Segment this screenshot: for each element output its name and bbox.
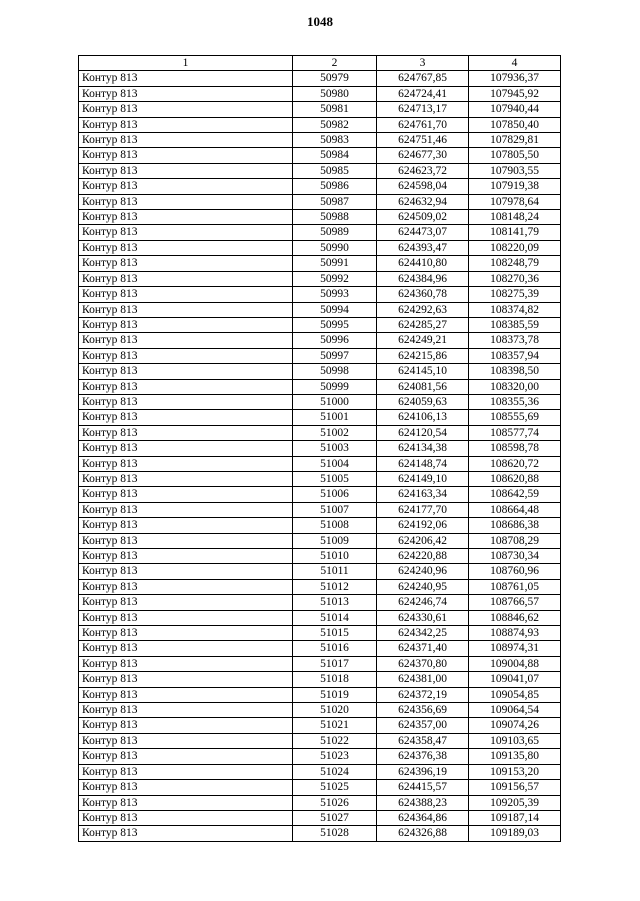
contour-name-cell: Контур 813 <box>79 564 293 579</box>
x-coordinate-cell: 624767,85 <box>377 71 469 86</box>
table-row <box>79 672 561 687</box>
x-coordinate-cell: 624326,88 <box>377 826 469 841</box>
table-row <box>79 656 561 671</box>
x-coordinate-cell: 624240,95 <box>377 579 469 594</box>
x-coordinate-cell: 624240,96 <box>377 564 469 579</box>
y-coordinate-cell: 107829,81 <box>469 133 561 148</box>
y-coordinate-cell: 108642,59 <box>469 487 561 502</box>
x-coordinate-cell: 624292,63 <box>377 302 469 317</box>
y-coordinate-cell: 108766,57 <box>469 595 561 610</box>
contour-name-cell: Контур 813 <box>79 425 293 440</box>
table-row <box>79 256 561 271</box>
x-coordinate-cell: 624370,80 <box>377 656 469 671</box>
point-number-cell: 51010 <box>293 549 377 564</box>
point-number-cell: 51027 <box>293 810 377 825</box>
y-coordinate-cell: 109135,80 <box>469 749 561 764</box>
y-coordinate-cell: 108355,36 <box>469 394 561 409</box>
point-number-cell: 50979 <box>293 71 377 86</box>
y-coordinate-cell: 107805,50 <box>469 148 561 163</box>
contour-name-cell: Контур 813 <box>79 394 293 409</box>
column-header-4: 4 <box>469 56 561 71</box>
table-row <box>79 86 561 101</box>
point-number-cell: 51014 <box>293 610 377 625</box>
x-coordinate-cell: 624632,94 <box>377 194 469 209</box>
x-coordinate-cell: 624285,27 <box>377 317 469 332</box>
table-row <box>79 163 561 178</box>
y-coordinate-cell: 109064,54 <box>469 703 561 718</box>
x-coordinate-cell: 624059,63 <box>377 394 469 409</box>
y-coordinate-cell: 107945,92 <box>469 86 561 101</box>
header-row <box>79 56 561 71</box>
table-row <box>79 703 561 718</box>
y-coordinate-cell: 109189,03 <box>469 826 561 841</box>
y-coordinate-cell: 108974,31 <box>469 641 561 656</box>
table-row <box>79 471 561 486</box>
contour-name-cell: Контур 813 <box>79 179 293 194</box>
coordinates-table <box>78 55 561 842</box>
x-coordinate-cell: 624623,72 <box>377 163 469 178</box>
contour-name-cell: Контур 813 <box>79 610 293 625</box>
table-row <box>79 780 561 795</box>
y-coordinate-cell: 108270,36 <box>469 271 561 286</box>
table-row <box>79 595 561 610</box>
x-coordinate-cell: 624473,07 <box>377 225 469 240</box>
point-number-cell: 51019 <box>293 687 377 702</box>
table-row <box>79 425 561 440</box>
table-row <box>79 579 561 594</box>
table-header <box>79 56 561 71</box>
x-coordinate-cell: 624145,10 <box>377 364 469 379</box>
point-number-cell: 51024 <box>293 764 377 779</box>
y-coordinate-cell: 108555,69 <box>469 410 561 425</box>
contour-name-cell: Контур 813 <box>79 502 293 517</box>
y-coordinate-cell: 107940,44 <box>469 102 561 117</box>
point-number-cell: 51017 <box>293 656 377 671</box>
table-row <box>79 795 561 810</box>
table-body <box>79 71 561 841</box>
contour-name-cell: Контур 813 <box>79 718 293 733</box>
x-coordinate-cell: 624761,70 <box>377 117 469 132</box>
x-coordinate-cell: 624393,47 <box>377 240 469 255</box>
column-header-1: 1 <box>79 56 293 71</box>
contour-name-cell: Контур 813 <box>79 410 293 425</box>
x-coordinate-cell: 624342,25 <box>377 626 469 641</box>
contour-name-cell: Контур 813 <box>79 533 293 548</box>
table-row <box>79 302 561 317</box>
table-row <box>79 641 561 656</box>
point-number-cell: 51005 <box>293 471 377 486</box>
contour-name-cell: Контур 813 <box>79 348 293 363</box>
x-coordinate-cell: 624376,38 <box>377 749 469 764</box>
y-coordinate-cell: 109074,26 <box>469 718 561 733</box>
point-number-cell: 51002 <box>293 425 377 440</box>
x-coordinate-cell: 624177,70 <box>377 502 469 517</box>
contour-name-cell: Контур 813 <box>79 795 293 810</box>
table-row <box>79 718 561 733</box>
point-number-cell: 51025 <box>293 780 377 795</box>
point-number-cell: 50999 <box>293 379 377 394</box>
page-number: 1048 <box>307 14 333 29</box>
x-coordinate-cell: 624357,00 <box>377 718 469 733</box>
contour-name-cell: Контур 813 <box>79 117 293 132</box>
contour-name-cell: Контур 813 <box>79 133 293 148</box>
y-coordinate-cell: 108357,94 <box>469 348 561 363</box>
point-number-cell: 50984 <box>293 148 377 163</box>
table-row <box>79 733 561 748</box>
x-coordinate-cell: 624163,34 <box>377 487 469 502</box>
y-coordinate-cell: 108374,82 <box>469 302 561 317</box>
table-row <box>79 549 561 564</box>
contour-name-cell: Контур 813 <box>79 549 293 564</box>
point-number-cell: 51012 <box>293 579 377 594</box>
contour-name-cell: Контур 813 <box>79 626 293 641</box>
point-number-cell: 51001 <box>293 410 377 425</box>
x-coordinate-cell: 624713,17 <box>377 102 469 117</box>
contour-name-cell: Контур 813 <box>79 471 293 486</box>
point-number-cell: 50994 <box>293 302 377 317</box>
point-number-cell: 50980 <box>293 86 377 101</box>
point-number-cell: 50993 <box>293 287 377 302</box>
y-coordinate-cell: 109156,57 <box>469 780 561 795</box>
table-row <box>79 225 561 240</box>
table-row <box>79 133 561 148</box>
contour-name-cell: Контур 813 <box>79 225 293 240</box>
y-coordinate-cell: 107919,38 <box>469 179 561 194</box>
x-coordinate-cell: 624384,96 <box>377 271 469 286</box>
table-row <box>79 102 561 117</box>
y-coordinate-cell: 107903,55 <box>469 163 561 178</box>
y-coordinate-cell: 108373,78 <box>469 333 561 348</box>
point-number-cell: 50998 <box>293 364 377 379</box>
contour-name-cell: Контур 813 <box>79 656 293 671</box>
contour-name-cell: Контур 813 <box>79 780 293 795</box>
table-row <box>79 826 561 841</box>
y-coordinate-cell: 107850,40 <box>469 117 561 132</box>
point-number-cell: 51021 <box>293 718 377 733</box>
contour-name-cell: Контур 813 <box>79 518 293 533</box>
point-number-cell: 51004 <box>293 456 377 471</box>
x-coordinate-cell: 624192,06 <box>377 518 469 533</box>
point-number-cell: 50995 <box>293 317 377 332</box>
y-coordinate-cell: 108730,34 <box>469 549 561 564</box>
table-row <box>79 240 561 255</box>
point-number-cell: 51003 <box>293 441 377 456</box>
table-row <box>79 410 561 425</box>
table-row <box>79 456 561 471</box>
x-coordinate-cell: 624388,23 <box>377 795 469 810</box>
y-coordinate-cell: 108874,93 <box>469 626 561 641</box>
point-number-cell: 50996 <box>293 333 377 348</box>
point-number-cell: 50990 <box>293 240 377 255</box>
point-number-cell: 51008 <box>293 518 377 533</box>
contour-name-cell: Контур 813 <box>79 641 293 656</box>
table-row <box>79 364 561 379</box>
contour-name-cell: Контур 813 <box>79 302 293 317</box>
x-coordinate-cell: 624134,38 <box>377 441 469 456</box>
y-coordinate-cell: 109041,07 <box>469 672 561 687</box>
table-row <box>79 210 561 225</box>
contour-name-cell: Контур 813 <box>79 240 293 255</box>
x-coordinate-cell: 624360,78 <box>377 287 469 302</box>
point-number-cell: 51018 <box>293 672 377 687</box>
y-coordinate-cell: 108686,38 <box>469 518 561 533</box>
point-number-cell: 50988 <box>293 210 377 225</box>
point-number-cell: 51023 <box>293 749 377 764</box>
point-number-cell: 51006 <box>293 487 377 502</box>
y-coordinate-cell: 108598,78 <box>469 441 561 456</box>
x-coordinate-cell: 624206,42 <box>377 533 469 548</box>
contour-name-cell: Контур 813 <box>79 595 293 610</box>
y-coordinate-cell: 108275,39 <box>469 287 561 302</box>
point-number-cell: 50985 <box>293 163 377 178</box>
point-number-cell: 51009 <box>293 533 377 548</box>
y-coordinate-cell: 108761,05 <box>469 579 561 594</box>
contour-name-cell: Контур 813 <box>79 333 293 348</box>
y-coordinate-cell: 108664,48 <box>469 502 561 517</box>
point-number-cell: 50983 <box>293 133 377 148</box>
table-row <box>79 179 561 194</box>
contour-name-cell: Контур 813 <box>79 379 293 394</box>
table-row <box>79 749 561 764</box>
y-coordinate-cell: 108708,29 <box>469 533 561 548</box>
y-coordinate-cell: 109153,20 <box>469 764 561 779</box>
table-row <box>79 379 561 394</box>
x-coordinate-cell: 624356,69 <box>377 703 469 718</box>
x-coordinate-cell: 624372,19 <box>377 687 469 702</box>
contour-name-cell: Контур 813 <box>79 210 293 225</box>
point-number-cell: 51022 <box>293 733 377 748</box>
x-coordinate-cell: 624220,88 <box>377 549 469 564</box>
contour-name-cell: Контур 813 <box>79 256 293 271</box>
contour-name-cell: Контур 813 <box>79 764 293 779</box>
y-coordinate-cell: 108220,09 <box>469 240 561 255</box>
table-row <box>79 810 561 825</box>
point-number-cell: 51028 <box>293 826 377 841</box>
y-coordinate-cell: 108398,50 <box>469 364 561 379</box>
x-coordinate-cell: 624677,30 <box>377 148 469 163</box>
table-row <box>79 487 561 502</box>
y-coordinate-cell: 109187,14 <box>469 810 561 825</box>
y-coordinate-cell: 108141,79 <box>469 225 561 240</box>
table-row <box>79 271 561 286</box>
point-number-cell: 51015 <box>293 626 377 641</box>
x-coordinate-cell: 624396,19 <box>377 764 469 779</box>
y-coordinate-cell: 109205,39 <box>469 795 561 810</box>
y-coordinate-cell: 109004,88 <box>469 656 561 671</box>
y-coordinate-cell: 108385,59 <box>469 317 561 332</box>
table-row <box>79 564 561 579</box>
x-coordinate-cell: 624081,56 <box>377 379 469 394</box>
table-row <box>79 502 561 517</box>
x-coordinate-cell: 624246,74 <box>377 595 469 610</box>
table-row <box>79 533 561 548</box>
x-coordinate-cell: 624410,80 <box>377 256 469 271</box>
contour-name-cell: Контур 813 <box>79 148 293 163</box>
contour-name-cell: Контур 813 <box>79 579 293 594</box>
contour-name-cell: Контур 813 <box>79 71 293 86</box>
y-coordinate-cell: 108620,88 <box>469 471 561 486</box>
table-row <box>79 764 561 779</box>
point-number-cell: 50986 <box>293 179 377 194</box>
point-number-cell: 50982 <box>293 117 377 132</box>
x-coordinate-cell: 624415,57 <box>377 780 469 795</box>
y-coordinate-cell: 108620,72 <box>469 456 561 471</box>
x-coordinate-cell: 624120,54 <box>377 425 469 440</box>
point-number-cell: 50981 <box>293 102 377 117</box>
table-row <box>79 317 561 332</box>
x-coordinate-cell: 624249,21 <box>377 333 469 348</box>
y-coordinate-cell: 108846,62 <box>469 610 561 625</box>
table-row <box>79 348 561 363</box>
table-row <box>79 117 561 132</box>
contour-name-cell: Контур 813 <box>79 163 293 178</box>
x-coordinate-cell: 624330,61 <box>377 610 469 625</box>
y-coordinate-cell: 108148,24 <box>469 210 561 225</box>
contour-name-cell: Контур 813 <box>79 441 293 456</box>
x-coordinate-cell: 624149,10 <box>377 471 469 486</box>
x-coordinate-cell: 624724,41 <box>377 86 469 101</box>
contour-name-cell: Контур 813 <box>79 687 293 702</box>
point-number-cell: 50997 <box>293 348 377 363</box>
table-row <box>79 687 561 702</box>
x-coordinate-cell: 624371,40 <box>377 641 469 656</box>
x-coordinate-cell: 624364,86 <box>377 810 469 825</box>
point-number-cell: 51016 <box>293 641 377 656</box>
point-number-cell: 50989 <box>293 225 377 240</box>
x-coordinate-cell: 624148,74 <box>377 456 469 471</box>
y-coordinate-cell: 109103,65 <box>469 733 561 748</box>
contour-name-cell: Контур 813 <box>79 287 293 302</box>
contour-name-cell: Контур 813 <box>79 317 293 332</box>
point-number-cell: 51007 <box>293 502 377 517</box>
x-coordinate-cell: 624509,02 <box>377 210 469 225</box>
table-row <box>79 333 561 348</box>
column-header-2: 2 <box>293 56 377 71</box>
y-coordinate-cell: 108577,74 <box>469 425 561 440</box>
contour-name-cell: Контур 813 <box>79 102 293 117</box>
point-number-cell: 51026 <box>293 795 377 810</box>
table-row <box>79 626 561 641</box>
x-coordinate-cell: 624751,46 <box>377 133 469 148</box>
x-coordinate-cell: 624358,47 <box>377 733 469 748</box>
table-row <box>79 518 561 533</box>
contour-name-cell: Контур 813 <box>79 86 293 101</box>
y-coordinate-cell: 108248,79 <box>469 256 561 271</box>
y-coordinate-cell: 108760,96 <box>469 564 561 579</box>
contour-name-cell: Контур 813 <box>79 733 293 748</box>
table-row <box>79 610 561 625</box>
contour-name-cell: Контур 813 <box>79 487 293 502</box>
point-number-cell: 51000 <box>293 394 377 409</box>
contour-name-cell: Контур 813 <box>79 194 293 209</box>
contour-name-cell: Контур 813 <box>79 703 293 718</box>
contour-name-cell: Контур 813 <box>79 826 293 841</box>
table-row <box>79 194 561 209</box>
table-row <box>79 287 561 302</box>
point-number-cell: 51013 <box>293 595 377 610</box>
x-coordinate-cell: 624106,13 <box>377 410 469 425</box>
table-row <box>79 394 561 409</box>
point-number-cell: 50991 <box>293 256 377 271</box>
y-coordinate-cell: 107978,64 <box>469 194 561 209</box>
point-number-cell: 51020 <box>293 703 377 718</box>
table-row <box>79 148 561 163</box>
y-coordinate-cell: 108320,00 <box>469 379 561 394</box>
column-header-3: 3 <box>377 56 469 71</box>
contour-name-cell: Контур 813 <box>79 271 293 286</box>
y-coordinate-cell: 107936,37 <box>469 71 561 86</box>
point-number-cell: 50987 <box>293 194 377 209</box>
contour-name-cell: Контур 813 <box>79 364 293 379</box>
x-coordinate-cell: 624215,86 <box>377 348 469 363</box>
contour-name-cell: Контур 813 <box>79 810 293 825</box>
contour-name-cell: Контур 813 <box>79 672 293 687</box>
x-coordinate-cell: 624598,04 <box>377 179 469 194</box>
contour-name-cell: Контур 813 <box>79 749 293 764</box>
y-coordinate-cell: 109054,85 <box>469 687 561 702</box>
table-row <box>79 441 561 456</box>
table-row <box>79 71 561 86</box>
point-number-cell: 50992 <box>293 271 377 286</box>
point-number-cell: 51011 <box>293 564 377 579</box>
contour-name-cell: Контур 813 <box>79 456 293 471</box>
x-coordinate-cell: 624381,00 <box>377 672 469 687</box>
